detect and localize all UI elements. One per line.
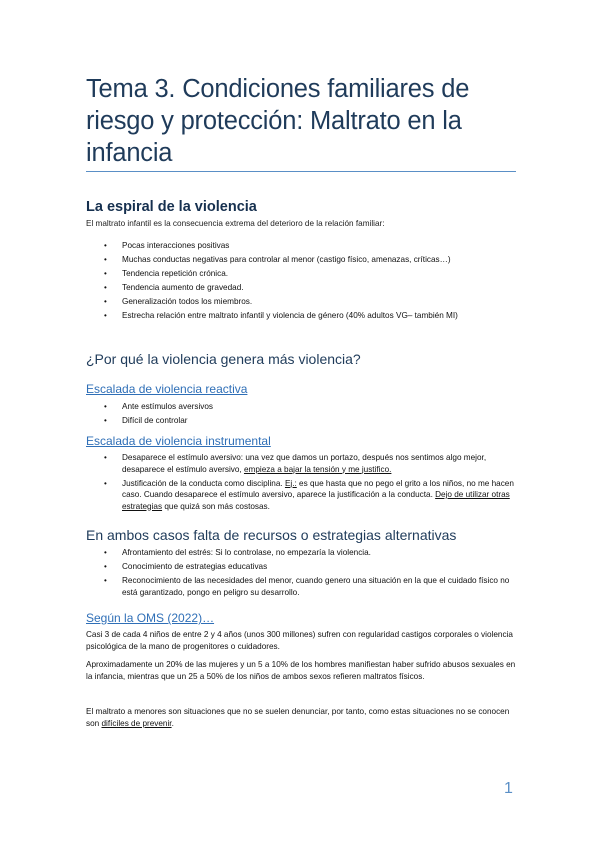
bullet-icon: • [104, 478, 107, 488]
paragraph-oms-2: Aproximadamente un 20% de las mujeres y un 5 a 10% de los hombres manifiestan haber sufrido abusos sexuales en la infancia, mientras que un 25 a 50% de los niños de ambos sexos refieren maltratos físicos. [86, 660, 516, 681]
list-item: • Estrecha relación entre maltrato infantil y violencia de género (40% adultos VG– también MI) [104, 311, 458, 320]
subheading-oms: Según la OMS (2022)… [86, 611, 215, 625]
list-item: • Ante estímulos aversivos [104, 402, 214, 411]
list-item: • Pocas interacciones positivas [104, 241, 230, 250]
section-heading-por-que: ¿Por qué la violencia genera más violencia? [86, 351, 361, 367]
list-item: • Conocimiento de estrategias educativas [104, 562, 268, 571]
list-item: • Muchas conductas negativas para controlar al menor (castigo físico, amenazas, críticas…) [104, 255, 451, 264]
instrumental-list [104, 452, 518, 515]
reactiva-list [104, 401, 518, 429]
list-item: • Afrontamiento del estrés: Si lo controlase, no empezaría la violencia. [104, 548, 371, 557]
bullet-icon: • [104, 269, 107, 278]
alternativas-list [104, 547, 518, 601]
bullet-icon: • [104, 311, 107, 320]
bullet-icon: • [104, 241, 107, 250]
paragraph-oms-1: Casi 3 de cada 4 niños de entre 2 y 4 años (unos 300 millones) sufren con regularidad castigos corporales o violencia psicológica de la mano de progenitores o cuidadores. [86, 630, 513, 651]
bullet-icon: • [104, 283, 107, 292]
list-item: • Tendencia aumento de gravedad. [104, 283, 244, 292]
bullet-icon: • [104, 576, 107, 585]
bullet-icon: • [104, 548, 107, 557]
bullet-icon: • [104, 453, 107, 462]
list-item: • Generalización todos los miembros. [104, 297, 253, 306]
list-item: • Tendencia repetición crónica. [104, 269, 229, 278]
page-number: 1 [504, 780, 513, 797]
bullet-icon: • [104, 402, 107, 411]
paragraph-oms-3: El maltrato a menores son situaciones que no se suelen denunciar, por tanto, como estas situaciones no se conocen son difíciles de prevenir. [86, 707, 510, 728]
bullet-icon: • [104, 416, 107, 425]
bullet-icon: • [104, 562, 107, 571]
title-divider [86, 171, 516, 172]
list-item: • Reconocimiento de las necesidades del menor, cuando genero una situación en la que el cuidado físico no está garantizado, pongo en peligro su desarrollo. [104, 576, 510, 597]
intro-text: El maltrato infantil es la consecuencia extrema del deterioro de la relación familiar: [86, 219, 385, 228]
section-heading-alternativas: En ambos casos falta de recursos o estrategias alternativas [86, 527, 457, 543]
section-heading-espiral: La espiral de la violencia [86, 199, 257, 215]
list-item: • Desaparece el estímulo aversivo: una vez que damos un portazo, después nos sentimos algo mejor, desaparece el estímulo aversivo, empieza a bajar la tensión y me justifico. [104, 453, 487, 474]
list-item: • Difícil de controlar [104, 416, 188, 425]
bullet-icon: • [104, 297, 107, 306]
page-title: Tema 3. Condiciones familiares de riesgo y protección: Maltrato en la infancia [86, 75, 470, 167]
espiral-list [104, 240, 518, 324]
subheading-instrumental: Escalada de violencia instrumental [86, 434, 271, 448]
bullet-icon: • [104, 255, 107, 264]
subheading-reactiva: Escalada de violencia reactiva [86, 382, 248, 396]
list-item: • Justificación de la conducta como disciplina. Ej.: es que hasta que no pego el grito a los niños, no me hacen caso. Cuando desaparece el estímulo aversivo, aparece la justificación a la conducta. Dejo de utilizar otras estrategias que quizá son más costosas. [104, 478, 514, 511]
